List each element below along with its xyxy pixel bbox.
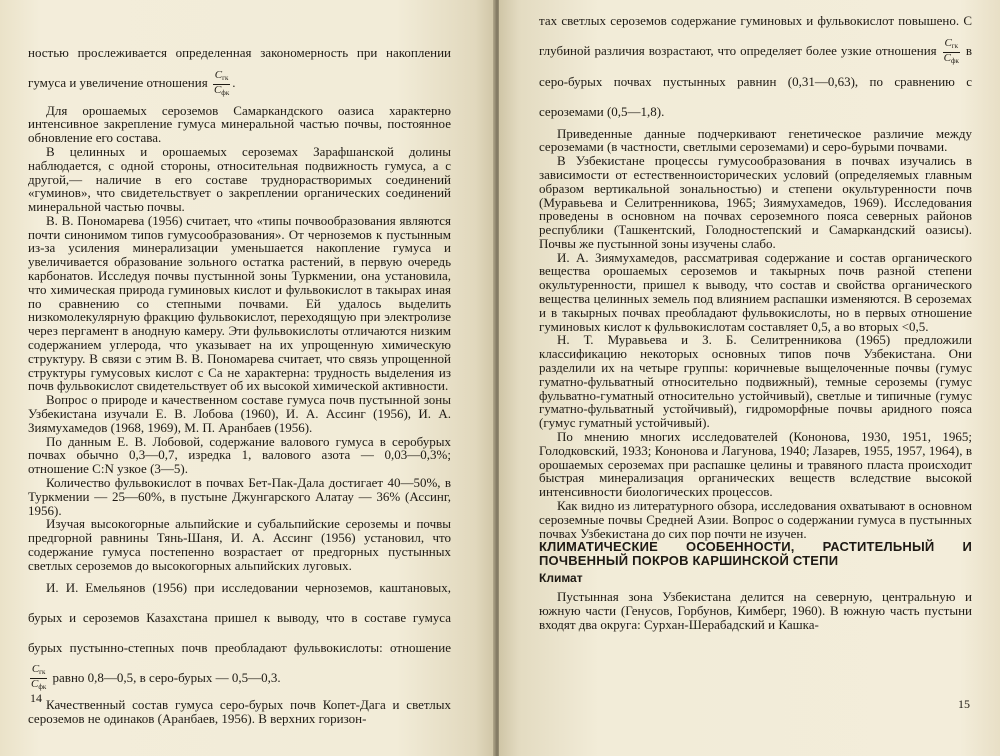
left-page [0, 0, 495, 756]
right-page-body [539, 6, 972, 631]
paragraph: В целинных и орошаемых сероземах Зарафшанской долины наблюдается, с одной стороны, относительная подвижность гумуса, а с другой,— наличие в его составе труднорастворимых соединений «гуминов», что свидетельствует о закреплении органических соединений минеральной частью почвы. [28, 143, 451, 215]
paragraph: В. В. Пономарева (1956) считает, что «типы почвообразования являются почти синонимом типов гумусообразования». От черноземов к пустынным из-за усиления минерализации уменьшается накопление гумуса и увеличивается образование зольного остатка растений, в первую очередь карбонатов. Исследуя почвы пустынной зоны Туркмении, она установила, что химическая природа гуминовых кислот и фульвокислот в такырах иная по сравнению со степными почвами. Ей удалось выделить низкомолекулярную фракцию фульвокислот, переходящую при электролизе через пергамент в анодную камеру. Эти фульвокислоты отличаются низким содержанием углерода, что указывает на их упрощенную химическую структуру. В связи с этим В. В. Пономарева считает, что связь упрощенной структуры гумусовых кислот с Са не характерна: трудность выделения из почв фульвокислот свидетельствует об их высокой химической активности. [28, 212, 451, 394]
left-page-body [28, 38, 451, 726]
ratio-fraction: $\frac{C_{гк}}{C_{фк}}$ [213, 68, 230, 97]
subsection-heading: Климат [539, 571, 583, 586]
paragraph: По мнению многих исследователей (Кононова, 1930, 1951, 1965; Голодковский, 1933; Кононова и Лагунова, 1940; Лазарев, 1955, 1957, 1964), в орошаемых сероземах при распашке целины и травяного пласта происходит быстрая минерализация органических веществ вследствие высокой интенсивности биологических процессов. [539, 429, 972, 500]
paragraph: Н. Т. Муравьева и З. Б. Селитренникова (1965) предложили классификацию некоторых основных типов почв Узбекистана. Они разделили их на четыре группы: коричневые выщелоченные почвы (гумус гуматно-фульватный относительно подвижный), темные сероземы (гумус фульватно-гуматный относительно устойчивый), светлые и типичные (гумус гуматно-фульватный устойчивый), гидроморфные почвы аридного пояса (гумус гуматный устойчивый). [539, 332, 972, 431]
paragraph: тах светлых сероземов содержание гуминовых и фульвокислот повышено. С глубиной различия возрастают, что определяет более узкие отношения $\frac{C_{гк}}{C_{фк}}$ в серо-бурых почвах пустынных равнин (0,31—0,63), по сравнению с сероземами (0,5—1,8). [539, 13, 973, 119]
section-heading: КЛИМАТИЧЕСКИЕ ОСОБЕННОСТИ, РАСТИТЕЛЬНЫЙ И ПОЧВЕННЫЙ ПОКРОВ КАРШИНСКОЙ СТЕПИ [539, 539, 972, 569]
paragraph: Приведенные данные подчеркивают генетическое различие между сероземами (в частности, светлыми сероземами) и серо-бурыми почвами. [539, 125, 972, 155]
paragraph: По данным Е. В. Лобовой, содержание валового гумуса в серобурых почвах обычно 0,3—0,7, изредка 1, валового азота — 0,03—0,3%; отношение C:N узкое (3—5). [28, 433, 451, 477]
paragraph: И. И. Емельянов (1956) при исследовании черноземов, каштановых, бурых и сероземов Казахстана пришел к выводу, что в составе гумуса бурых пустынно-степных почв преобладают фульвокислоты: отношение $\frac{C_{гк}}{C_{фк}}$ равно 0,8—0,5, в серо-бурых — 0,5—0,3. [28, 579, 451, 692]
ratio-fraction: $\frac{C_{гк}}{C_{фк}}$ [943, 36, 959, 65]
paragraph: Как видно из литературного обзора, исследования охватывают в основном сероземные почвы Средней Азии. Вопрос о содержании гумуса в пустынных почвах Узбекистана до сих пор почти не изучен. [539, 498, 972, 541]
paragraph: Количество фульвокислот в почвах Бет-Пак-Дала достигает 40—50%, в Туркмении — 25—60%, в пустыне Джунгарского Алатау — 36% (Ассинг, 1956). [28, 475, 451, 518]
paragraph: Для орошаемых сероземов Самаркандского оазиса характерно интенсивное закрепление гумуса минеральной частью почвы, постоянное обновление его состава. [28, 102, 451, 146]
ratio-fraction: $\frac{C_{гк}}{C_{фк}}$ [31, 663, 47, 692]
paragraph: ностью прослеживается определенная закономерность при накоплении гумуса и увеличение отношения $\frac{C_{гк}}{C_{фк}}$ . [28, 45, 451, 97]
paragraph: И. А. Зиямухамедов, рассматривая содержание и состав органического вещества орошаемых сероземов и такырных почв разной степени окультуренности, пришел к выводу, что состав и свойства органического вещества целинных земель под влиянием распашки изменяются. В сероземах и в такырных почвах преобладают фульвокислоты, но в первых отношение гуминовых кислот к фульвокислотам составляет 0,5, а во вторых <0,5. [539, 249, 972, 334]
right-page [499, 0, 1000, 756]
paragraph: В Узбекистане процессы гумусообразования в почвах изучались в зависимости от естественноисторических условий (определяемых главным образом вертикальной зональностью) и степени окультуренности почв (Муравьева и Селитренникова, 1965; Зиямухамедов, 1969). Исследования проведены в основном на почвах сероземного пояса северных районов республики (Ташкентский, Голодностепский и Самаркандский оазисы). Почвы же пустынной зоны изучены слабо. [539, 153, 972, 251]
paragraph: Изучая высокогорные альпийские и субальпийские сероземы и почвы предгорной равнины Тянь-Шаня, И. А. Ассинг (1956) установил, что содержание гумуса постепенно возрастает от предгорных пустынных светлых сероземов до высокогорных альпийских луговых. [28, 516, 451, 573]
paragraph: Качественный состав гумуса серо-бурых почв Копет-Дага и светлых сероземов не одинаков (Аранбаев, 1956). В верхних горизон- [28, 697, 451, 726]
paragraph: Пустынная зона Узбекистана делится на северную, центральную и южную части (Генусов, Горбунов, Кимберг, 1960). В южную часть пустыни входят два округа: Сурхан-Шерабадский и Кашка- [539, 589, 972, 632]
paragraph: Вопрос о природе и качественном составе гумуса почв пустынной зоны Узбекистана изучали Е. В. Лобова (1960), И. А. Ассинг (1956), И. А. Зиямухамедов (1968, 1969), М. П. Аранбаев (1956). [28, 392, 451, 435]
page-number: 14 [30, 691, 42, 705]
page-number: 15 [958, 697, 970, 711]
